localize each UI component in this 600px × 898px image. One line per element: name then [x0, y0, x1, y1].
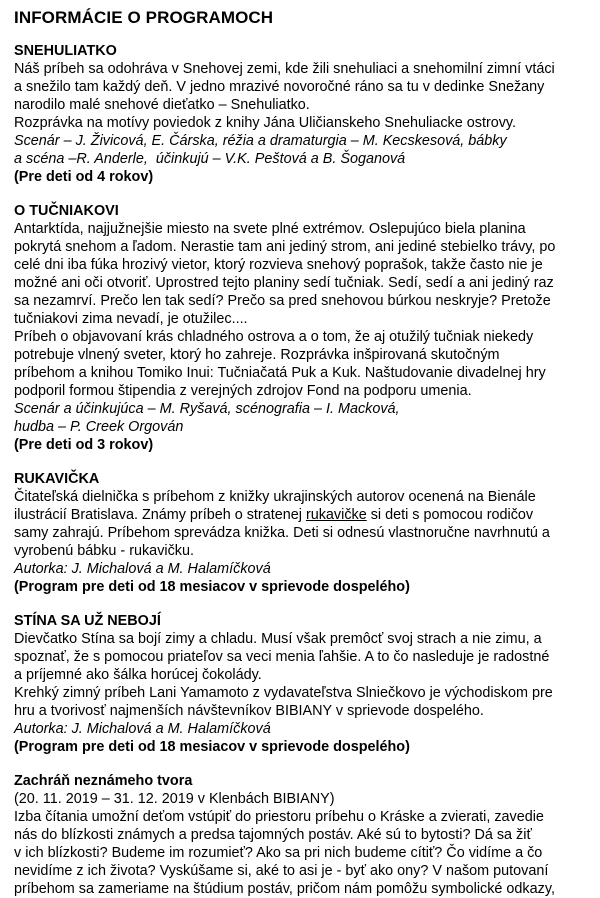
document-page [14, 7, 594, 898]
program-text-line: narodilo malé snehové dieťatko – Snehuliatko. [14, 97, 310, 113]
program-text-line: podporil formou štipendia z verejných zdrojov Fond na podporu umenia. [14, 383, 472, 399]
program-text-line: potrebuje vlnený sveter, ktorý ho zahreje. Rozprávka inšpirovaná skutočným [14, 347, 500, 363]
program-title: O TUČNIAKOVI [14, 203, 119, 219]
program-text-line: tučniakovi zima nevadí, je otužilec.... [14, 311, 248, 327]
program-text-line: vyrobenú bábku - rukavičku. [14, 543, 194, 559]
program-text-line: nevidíme z ich života? Vyskúšame si, aké to asi je - byť ako ony? V našom putovaní [14, 863, 549, 879]
program-text-line [14, 506, 594, 524]
program-o-tucniakovi [14, 202, 594, 454]
program-text-line: nás do blízkosti známych a predsa tajomných postáv. Aké sú to bytosti? Dá sa žiť [14, 827, 532, 843]
program-title: SNEHULIATKO [14, 43, 117, 59]
program-text-line: samy zahrajú. Príbehom sprevádza knižka. Deti si odnesú vlastnoručne navrhnutú a [14, 525, 550, 541]
program-title: RUKAVIČKA [14, 471, 100, 487]
program-text-line: možné ani oči otvoriť. Uprostred tejto planiny sedí tučniak. Sedí, sedí a ani jediný raz [14, 275, 554, 291]
program-text-line: Rozprávka na motívy poviedok z knihy Jána Uličianskeho Snehuliacke ostrovy. [14, 115, 517, 131]
program-text-line: a snežilo tam každý deň. V jedno mrazivé novoročné ráno sa tu v dedinke Snežany [14, 79, 545, 95]
program-credits-line: Scenár – J. Živicová, E. Čárska, réžia a dramaturgia – M. Kecskesová, bábky [14, 133, 507, 149]
program-title: STÍNA SA UŽ NEBOJÍ [14, 613, 161, 629]
program-text-line: Príbeh o objavovaní krás chladného ostrova a o tom, že aj otužilý tučniak niekedy [14, 329, 534, 345]
program-text-line: Dievčatko Stína sa bojí zimy a chladu. Musí však premôcť svoj strach a nie zimu, a [14, 631, 542, 647]
program-credits-line: Autorka: J. Michalová a M. Halamíčková [14, 561, 271, 577]
program-age-note: (Pre deti od 3 rokov) [14, 437, 154, 453]
program-text-line: a príjemné ako šálka horúcej čokolády. [14, 667, 262, 683]
program-text-line: Krehký zimný príbeh Lani Yamamoto z vydavateľstva Slniečkovo je východiskom pre [14, 685, 553, 701]
program-credits-line: a scéna –R. Anderle, účinkujú – V.K. Peštová a B. Šoganová [14, 151, 406, 167]
program-age-note: (Pre deti od 4 rokov) [14, 169, 154, 185]
program-text-line: celé dni iba fúka hrozivý vietor, ktorý rozvieva snehový poprašok, takže často nie je [14, 257, 543, 273]
program-text-line: v ich blízkosti? Budeme im rozumieť? Ako sa pri nich budeme cítiť? Čo vidíme a čo [14, 845, 543, 861]
text-segment: si deti s pomocou rodičov [366, 507, 534, 523]
program-rukavicka [14, 470, 594, 596]
program-text-line: spoznať, že s pomocou priateľov sa veci menia ľahšie. A to čo nasleduje je radostné [14, 649, 550, 665]
program-credits-line: Autorka: J. Michalová a M. Halamíčková [14, 721, 271, 737]
program-title: Zachráň neznámeho tvora [14, 773, 193, 789]
program-text-line: sa nezamrví. Prečo len tak sedí? Prečo sa pred snehovou búrkou neskryje? Pretože [14, 293, 551, 309]
program-text-line: Izba čítania umožní deťom vstúpiť do priestoru príbehu o Kráske a zvierati, zavedie [14, 809, 544, 825]
program-text-line: Antarktída, najjužnejšie miesto na svete plné extrémov. Oslepujúco biela planina [14, 221, 526, 237]
page-title: INFORMÁCIE O PROGRAMOCH [14, 8, 274, 27]
text-segment: ilustrácií Bratislava. Známy príbeh o stratenej [14, 507, 306, 523]
program-snehuliatko [14, 42, 594, 186]
program-text-line: príbehom sa zameriame na štúdium postáv, pričom nám pomôžu symbolické odkazy, [14, 881, 555, 897]
rukavicka-link[interactable]: rukavičke [305, 507, 367, 523]
program-age-note: (Program pre deti od 18 mesiacov v sprievode dospelého) [14, 579, 410, 595]
program-text-line: hru a tvorivosť najmenších návštevníkov BIBIANY v sprievode dospelého. [14, 703, 484, 719]
program-credits-line: hudba – P. Creek Orgován [14, 419, 184, 435]
program-text-line: pokrytá snehom a ľadom. Nerastie tam ani jediný strom, ani jediné stebielko trávy, po [14, 239, 556, 255]
program-dates: (20. 11. 2019 – 31. 12. 2019 v Klenbách BIBIANY) [14, 791, 335, 807]
program-text-line: príbehom a knihou Tomiko Inui: Tučniačatá Puk a Kuk. Naštudovanie divadelnej hry [14, 365, 546, 381]
program-text-line: Čitateľská dielnička s príbehom z knižky ukrajinských autorov ocenená na Bienále [14, 489, 536, 505]
program-stina-sa-uz-neboji [14, 612, 594, 756]
program-text-line: Náš príbeh sa odohráva v Snehovej zemi, kde žili snehuliaci a snehomilní zimní vtáci [14, 61, 555, 77]
program-age-note: (Program pre deti od 18 mesiacov v sprievode dospelého) [14, 739, 410, 755]
program-credits-line: Scenár a účinkujúca – M. Ryšavá, scénografia – I. Macková, [14, 401, 400, 417]
program-zachran-neznameho-tvora [14, 772, 594, 898]
